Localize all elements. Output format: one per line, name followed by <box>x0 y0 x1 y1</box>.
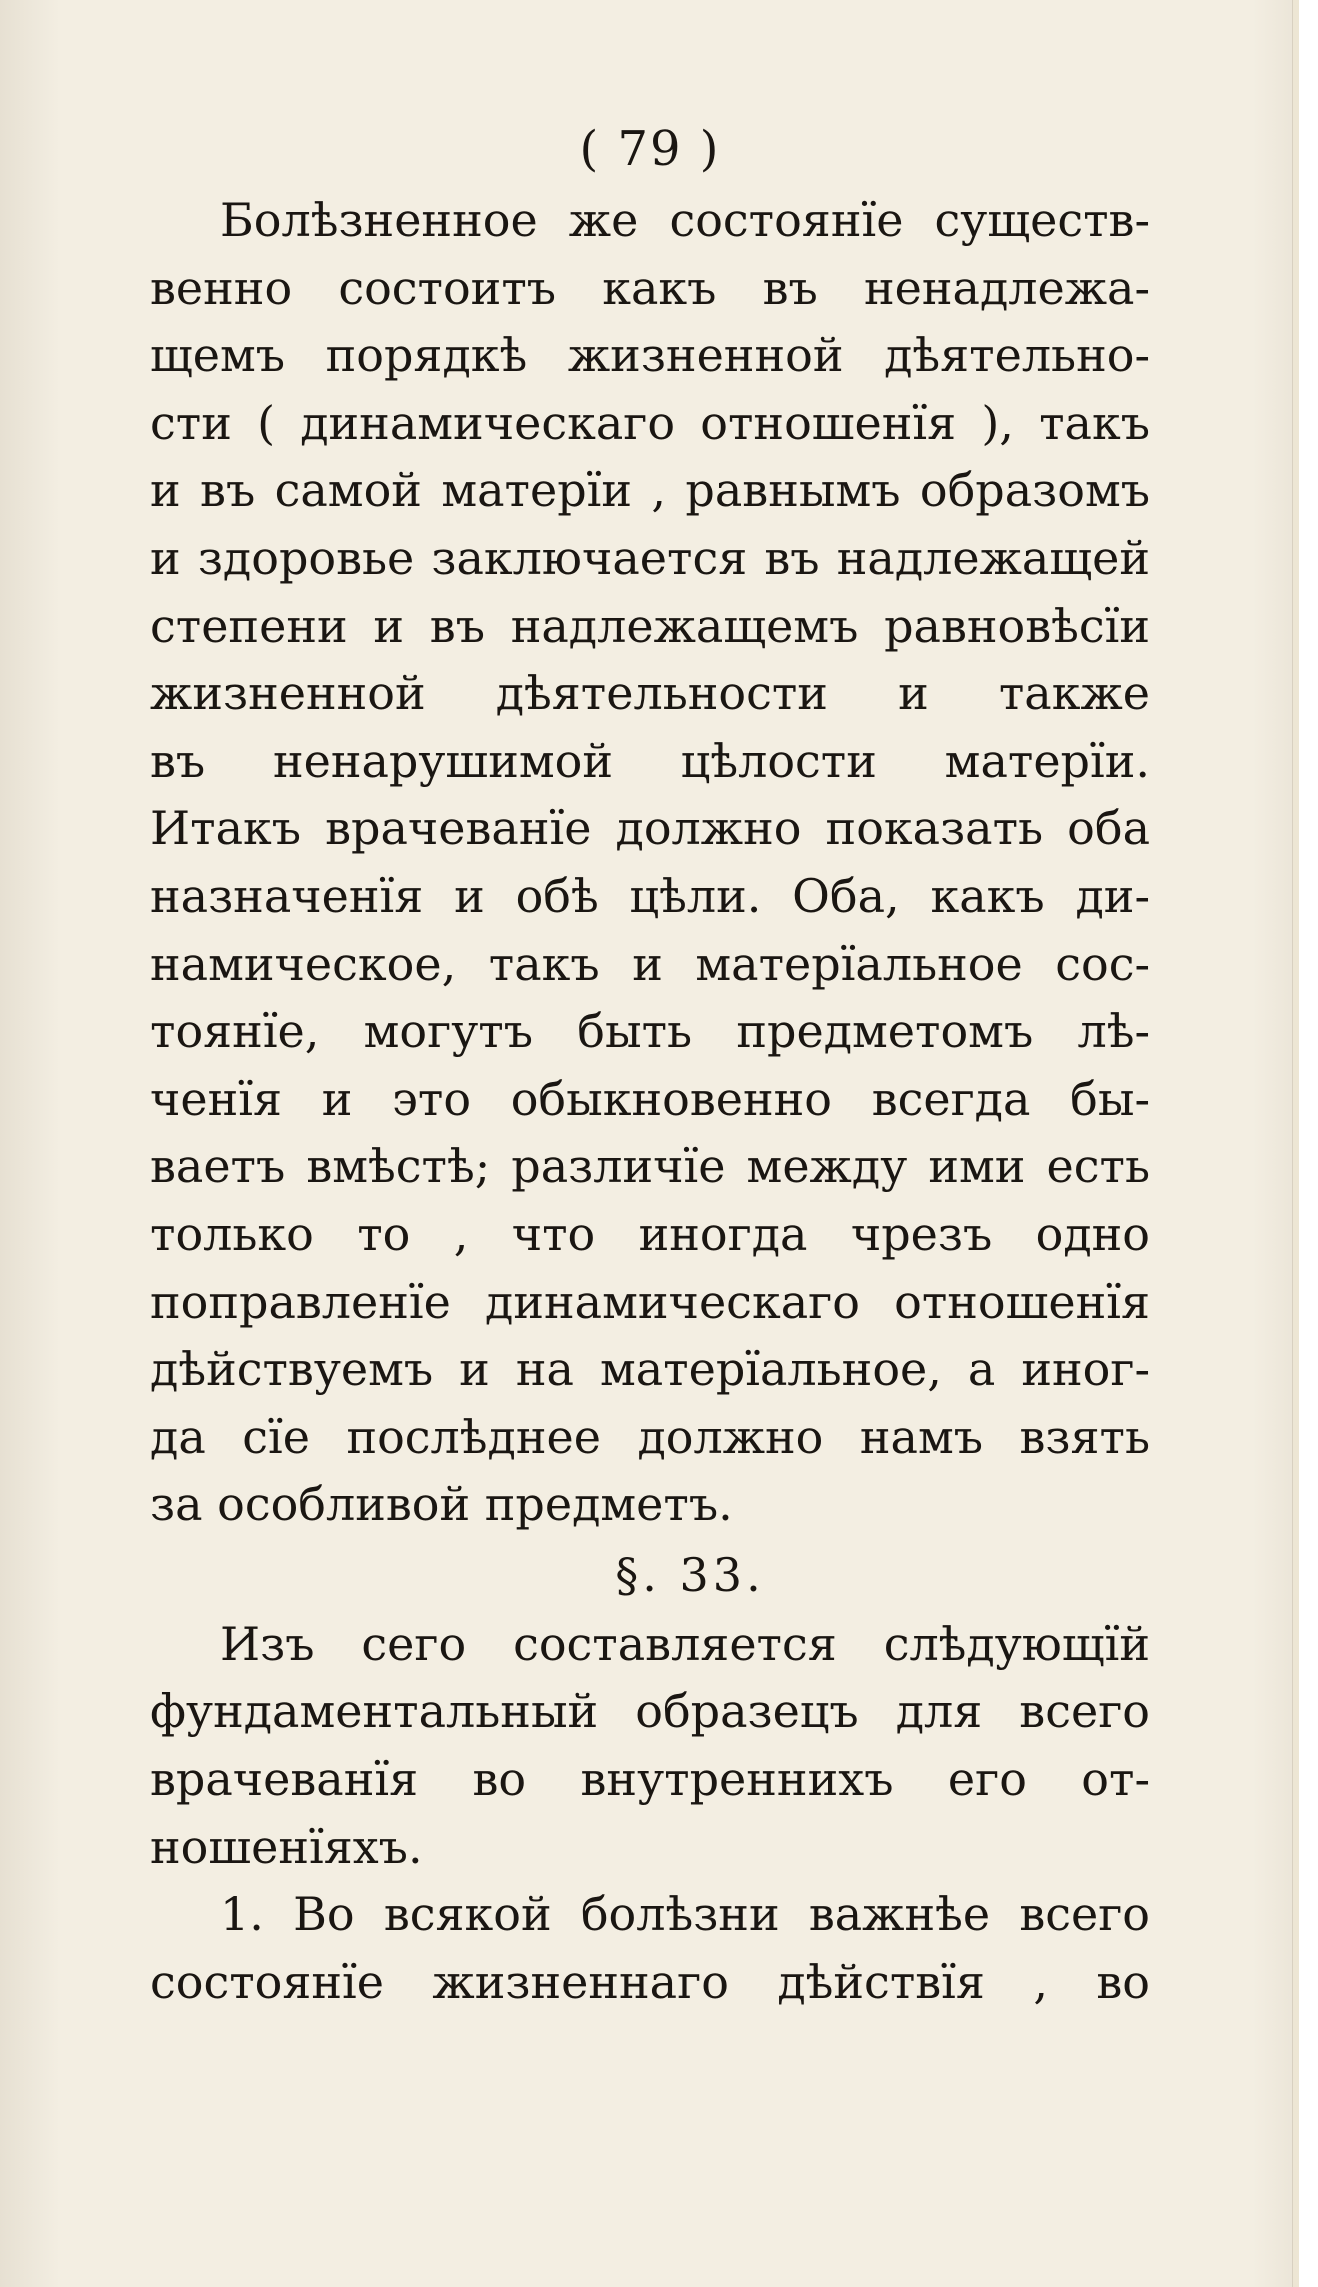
paragraph-3 <box>150 1881 1150 2016</box>
text-line: тоянїе, могутъ быть предметомъ лѣ- <box>150 1004 1150 1059</box>
text-line: за особливой предметъ. <box>150 1477 733 1532</box>
text-line: и здоровье заключается въ надлежащей <box>150 530 1150 585</box>
text-line: назначенїя и обѣ цѣли. Оба, какъ ди- <box>150 868 1150 923</box>
text-line: венно состоитъ какъ въ ненадлежа- <box>150 260 1150 315</box>
text-line: намическое, такъ и матерїальное сос- <box>150 936 1150 991</box>
text-line: да сїе послѣднее должно намъ взять <box>150 1409 1150 1464</box>
text-line: Болѣзненное же состоянїе существ- <box>220 193 1150 247</box>
text-line: только то , что иногда чрезъ одно <box>150 1206 1150 1261</box>
text-line: и въ самой матерїи , равнымъ образомъ <box>150 463 1150 518</box>
text-line: дѣйствуемъ и на матерїальное, а иног- <box>150 1342 1150 1397</box>
text-line: врачеванїя во внутреннихъ его от- <box>150 1752 1150 1807</box>
text-line: фундаментальный образецъ для всего <box>150 1684 1150 1739</box>
text-line: сти ( динамическаго отношенїя ), такъ <box>150 395 1150 450</box>
paragraph-1 <box>150 187 1150 1539</box>
text-line: 1. Во всякой болѣзни важнѣе всего <box>220 1887 1150 1942</box>
text-line: въ ненарушимой цѣлости матерїи. <box>150 733 1150 788</box>
text-line: состоянїе жизненнаго дѣйствїя , во <box>150 1954 1150 2009</box>
text-line: щемъ порядкѣ жизненной дѣятельно- <box>150 328 1150 383</box>
text-line: поправленїе динамическаго отношенїя <box>150 1274 1150 1329</box>
text-line: Изъ сего составляется слѣдующїй <box>220 1616 1150 1671</box>
text-line: Итакъ врачеванїе должно показать оба <box>150 801 1150 856</box>
paragraph-2 <box>150 1611 1150 1881</box>
text-line: ношенїяхъ. <box>150 1819 423 1874</box>
text-line: жизненной дѣятельности и также <box>150 666 1150 721</box>
page-number: ( 79 ) <box>579 121 721 177</box>
text-line: степени и въ надлежащемъ равновѣсїи <box>150 598 1150 653</box>
page-text <box>150 112 1150 2016</box>
section-heading: §. 33. <box>615 1547 765 1602</box>
text-line: ченїя и это обыкновенно всегда бы- <box>150 1071 1150 1126</box>
text-line: ваетъ вмѣстѣ; различїе между ими есть <box>150 1139 1150 1194</box>
